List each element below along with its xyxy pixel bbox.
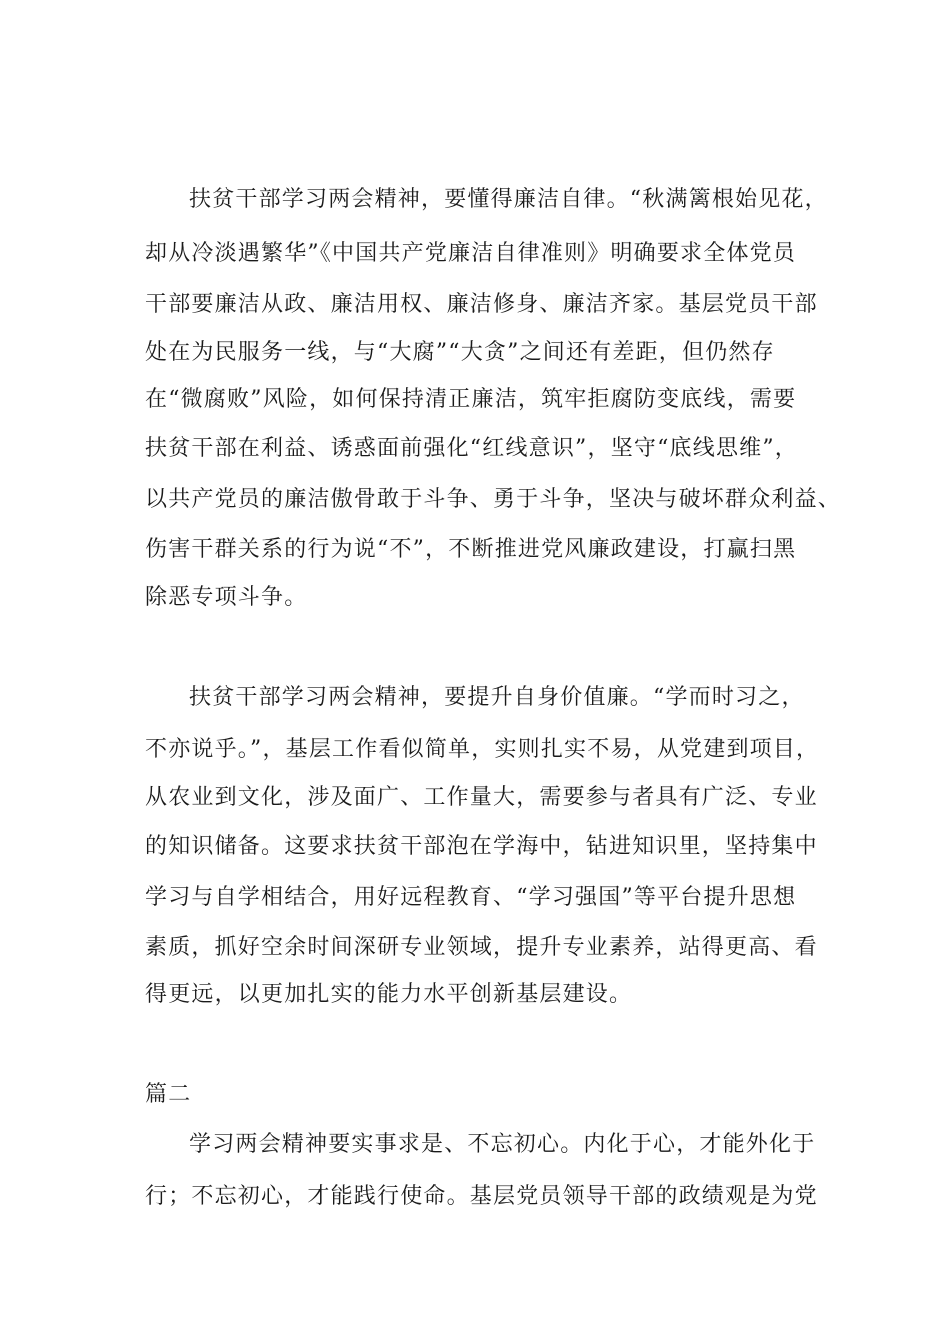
paragraph-line: 干部要廉洁从政、廉洁用权、廉洁修身、廉洁齐家。基层党员干部 [145,292,818,317]
paragraph-line: 从农业到文化，涉及面广、工作量大，需要参与者具有广泛、专业 [145,785,818,810]
section-heading: 篇二 [145,1082,192,1107]
paragraph-line: 扶贫干部学习两会精神，要懂得廉洁自律。“秋满篱根始见花， [189,187,828,212]
paragraph-line: 学习两会精神要实事求是、不忘初心。内化于心，才能外化于 [189,1132,816,1157]
paragraph-line: 伤害干群关系的行为说“不”，不断推进党风廉政建设，打赢扫黑 [145,537,797,562]
paragraph-line: 素质，抓好空余时间深研专业领域，提升专业素养，站得更高、看 [145,935,818,960]
paragraph-line: 却从冷淡遇繁华”《中国共产党廉洁自律准则》明确要求全体党员 [145,241,797,266]
paragraph-line: 行；不忘初心，才能践行使命。基层党员领导干部的政绩观是为党 [145,1184,818,1209]
paragraph-line: 得更远，以更加扎实的能力水平创新基层建设。 [145,982,633,1007]
paragraph-line: 除恶专项斗争。 [145,585,308,610]
paragraph-line: 学习与自学相结合，用好远程教育、“学习强国”等平台提升思想 [145,885,797,910]
paragraph-line: 扶贫干部学习两会精神，要提升自身价值廉。“学而时习之， [189,685,805,710]
paragraph-line: 以共产党员的廉洁傲骨敢于斗争、勇于斗争，坚决与破坏群众利益、 [145,487,842,512]
paragraph-line: 的知识储备。这要求扶贫干部泡在学海中，钻进知识里，坚持集中 [145,834,818,859]
paragraph-line: 不亦说乎。”，基层工作看似简单，实则扎实不易，从党建到项目， [145,737,820,762]
paragraph-line: 处在为民服务一线，与“大腐”“大贪”之间还有差距，但仍然存 [145,340,775,365]
paragraph-line: 在“微腐败”风险，如何保持清正廉洁，筑牢拒腐防变底线，需要 [145,387,797,412]
paragraph-line: 扶贫干部在利益、诱惑面前强化“红线意识”，坚守“底线思维”， [145,436,798,461]
